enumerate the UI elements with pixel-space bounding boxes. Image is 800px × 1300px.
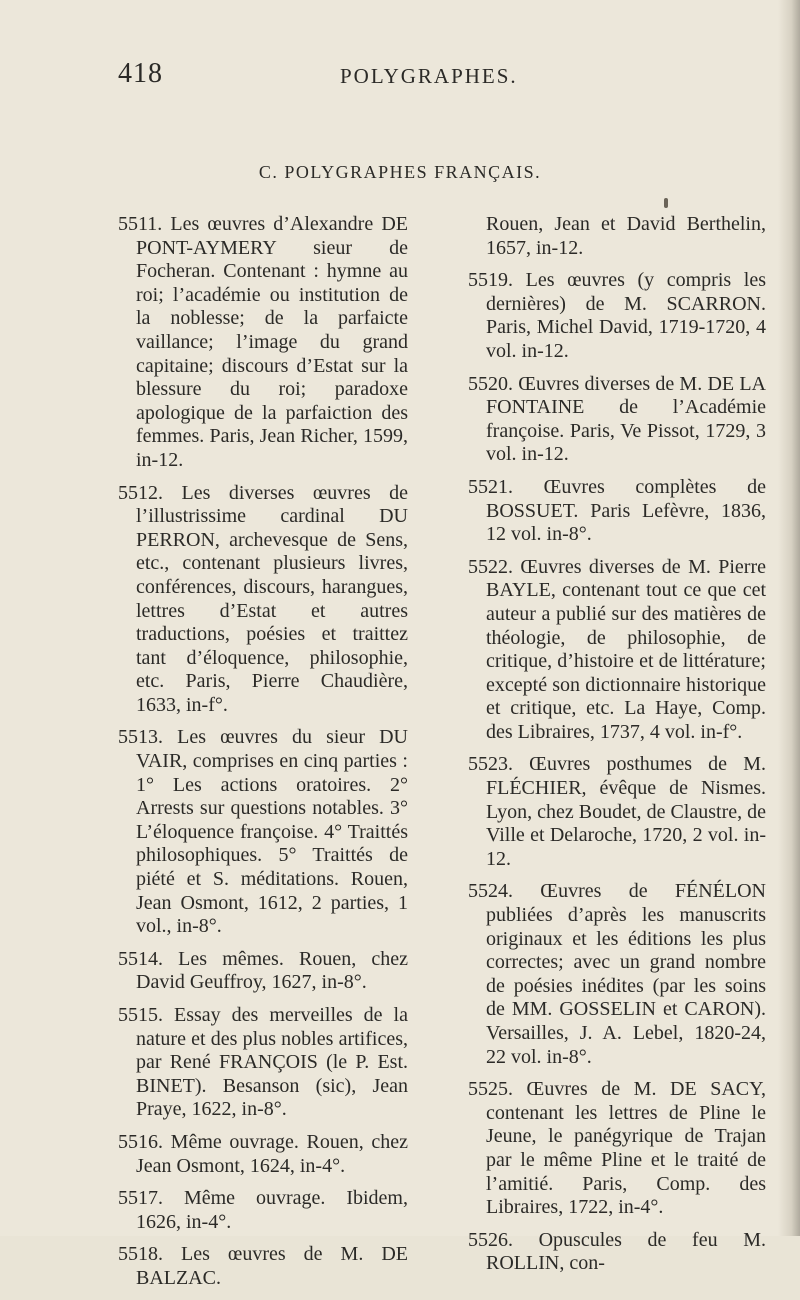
running-head xyxy=(0,58,800,98)
left-column xyxy=(118,213,408,1300)
entry-5519: 5519. Les œuvres (y compris les dernières) de M. SCARRON. Paris, Michel David, 1719-1720, 4 vol. in-12. xyxy=(468,269,766,362)
entry-5522: 5522. Œuvres diverses de M. Pierre BAYLE, contenant tout ce que cet auteur a publié sur des matières de théologie, de philosophie, de critique, d’histoire et de littérature; excepté son dictionnaire historique et critique, etc. La Haye, Comp. des Libraires, 1737, 4 vol. in-f°. xyxy=(468,555,766,743)
entry-5512: 5512. Les diverses œuvres de l’illustrissime cardinal DU PERRON, archevesque de Sens, etc., contenant plusieurs livres, conférences, discours, harangues, lettres d’Estat et autres traductions, poésies et traittez tant d’éloquence, philosophie, etc. Paris, Pierre Chaudière, 1633, in-f°. xyxy=(118,481,408,716)
entry-5517: 5517. Même ouvrage. Ibidem, 1626, in-4°. xyxy=(118,1187,408,1233)
entry-5511: 5511. Les œuvres d’Alexandre DE PONT-AYMERY sieur de Focheran. Contenant : hymne au roi; l’académie ou institution de la noblesse; de la parfaicte vaillance; l’image du grand capitaine; discours d’Estat sur la blessure du roi; paradoxe apologique de la parfaiction des femmes. Paris, Jean Richer, 1599, in-12. xyxy=(118,213,408,471)
entry-5518-continued: Rouen, Jean et David Berthelin, 1657, in-12. xyxy=(486,213,766,259)
entry-5515: 5515. Essay des merveilles de la nature et des plus nobles artifices, par René FRANÇOIS (le P. Est. BINET). Besanson (sic), Jean Praye, 1622, in-8°. xyxy=(118,1004,408,1121)
entry-5513: 5513. Les œuvres du sieur DU VAIR, comprises en cinq parties : 1° Les actions oratoires. 2° Arrests sur questions notables. 3° L’éloquence françoise. 4° Traittés philosophiques. 5° Traittés de piété et S. méditations. Rouen, Jean Osmont, 1612, 2 parties, 1 vol., in-8°. xyxy=(118,726,408,938)
right-column xyxy=(468,213,766,1285)
entry-5520: 5520. Œuvres diverses de M. DE LA FONTAINE de l’Académie françoise. Paris, Ve Pissot, 1729, 3 vol. in-12. xyxy=(468,372,766,466)
entry-5524: 5524. Œuvres de FÉNÉLON publiées d’après les manuscrits originaux et les éditions les plus correctes; avec un grand nombre de poésies inédites (par les soins de MM. GOSSELIN et CARON). Versailles, J. A. Lebel, 1820-24, 22 vol. in-8°. xyxy=(468,880,766,1068)
entry-5521: 5521. Œuvres complètes de BOSSUET. Paris Lefèvre, 1836, 12 vol. in-8°. xyxy=(468,475,766,546)
entry-5518: 5518. Les œuvres de M. DE BALZAC. xyxy=(118,1243,408,1289)
entry-5514: 5514. Les mêmes. Rouen, chez David Geuffroy, 1627, in-8°. xyxy=(118,947,408,994)
running-title: POLYGRAPHES. xyxy=(340,64,518,88)
section-heading: C. POLYGRAPHES FRANÇAIS. xyxy=(258,162,542,182)
entry-5526: 5526. Opuscules de feu M. ROLLIN, con- xyxy=(468,1228,766,1275)
entry-5523: 5523. Œuvres posthumes de M. FLÉCHIER, évêque de Nismes. Lyon, chez Boudet, de Claustre, de Ville et Delaroche, 1720, 2 vol. in-12. xyxy=(468,753,766,870)
ink-speck xyxy=(664,198,668,208)
entry-5516: 5516. Même ouvrage. Rouen, chez Jean Osmont, 1624, in-4°. xyxy=(118,1130,408,1177)
page-number: 418 xyxy=(118,58,163,89)
entry-5525: 5525. Œuvres de M. DE SACY, contenant les lettres de Pline le Jeune, le panégyrique de Trajan par le même Pline et le traité de l’amitié. Paris, Comp. des Libraires, 1722, in-4°. xyxy=(468,1078,766,1219)
